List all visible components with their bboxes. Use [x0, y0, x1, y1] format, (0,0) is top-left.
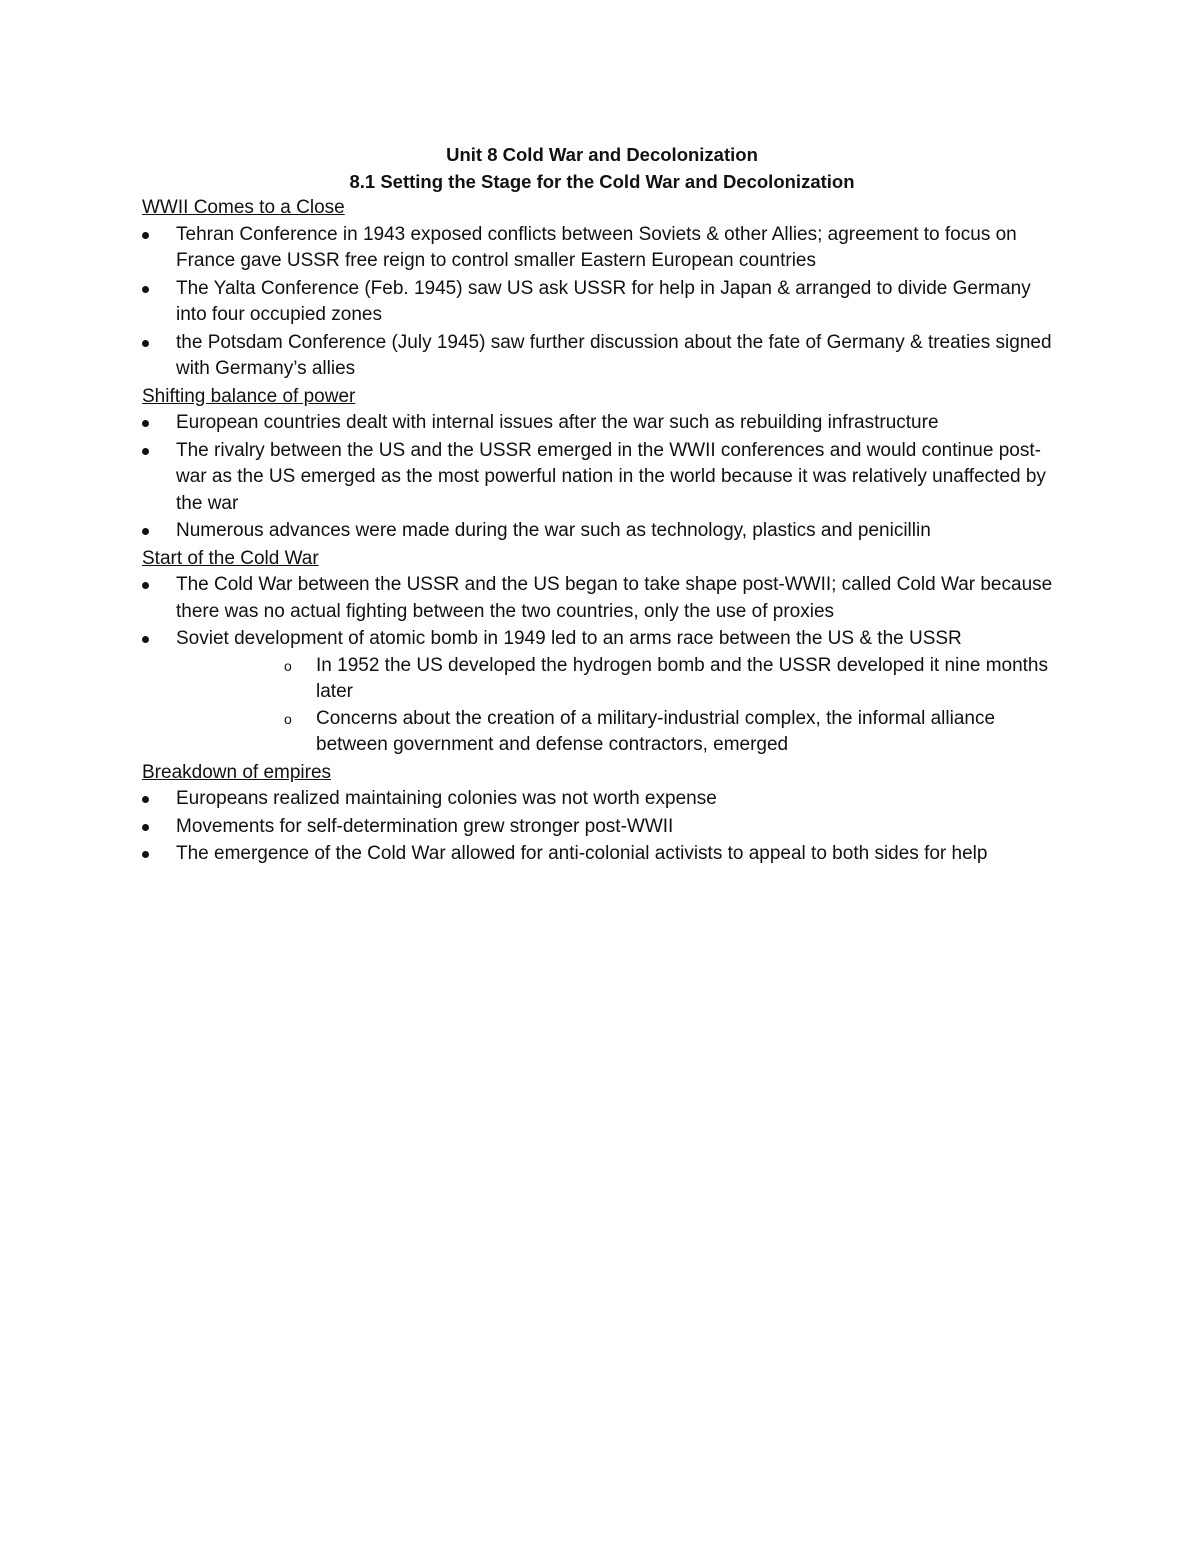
- section-heading: Start of the Cold War: [142, 547, 319, 569]
- sub-list-item: [176, 706, 1062, 759]
- list-item-text: The rivalry between the US and the USSR emerged in the WWII conferences and would continue post-war as the US emerged as the most powerful nation in the world because it was relatively unaffected by the war: [176, 439, 1046, 514]
- list-item-text: The Cold War between the USSR and the US began to take shape post-WWII; called Cold War because there was no actual fighting between the two countries, only the use of proxies: [176, 574, 1053, 622]
- sub-list-item-text: In 1952 the US developed the hydrogen bomb and the USSR developed it nine months later: [316, 654, 1049, 702]
- bullet-icon: [142, 851, 149, 858]
- list-item: [142, 572, 1062, 625]
- bullet-icon: [142, 796, 149, 803]
- list-item-text: Movements for self-determination grew stronger post-WWII: [176, 815, 674, 837]
- list-item-text: Numerous advances were made during the war such as technology, plastics and penicillin: [176, 520, 931, 541]
- list-item-text: The emergence of the Cold War allowed for anti-colonial activists to appeal to both sides for help: [176, 843, 988, 864]
- bullet-icon: [142, 824, 149, 831]
- list-item: [142, 410, 1062, 437]
- list-item: [142, 626, 1062, 759]
- list-item-text: European countries dealt with internal issues after the war such as rebuilding infrastructure: [176, 412, 939, 433]
- list-item: [142, 814, 1062, 841]
- bullet-list: [142, 222, 1062, 383]
- list-item: [142, 841, 1062, 868]
- section-heading: Shifting balance of power: [142, 385, 356, 407]
- section-heading: Breakdown of empires: [142, 761, 332, 783]
- bullet-icon: [142, 582, 149, 589]
- bullet-icon: [142, 420, 149, 427]
- bullet-list: [142, 786, 1062, 868]
- list-item: [142, 518, 1062, 545]
- list-item: [142, 222, 1062, 275]
- list-item-text: Europeans realized maintaining colonies was not worth expense: [176, 788, 717, 809]
- list-item-text: Soviet development of atomic bomb in 1949 led to an arms race between the US & the USSR: [176, 628, 962, 649]
- document-body: [142, 142, 1062, 869]
- list-item-text: the Potsdam Conference (July 1945) saw further discussion about the fate of Germany & treaties signed with Germany’s allies: [176, 331, 1052, 379]
- list-item: [142, 438, 1062, 518]
- circle-bullet-icon: o: [284, 710, 292, 727]
- bullet-icon: [142, 636, 149, 643]
- sub-list-item-text: Concerns about the creation of a military-industrial complex, the informal alliance between government and defense contractors, emerged: [316, 707, 996, 755]
- bullet-icon: [142, 340, 149, 347]
- list-item: [142, 330, 1062, 383]
- sub-list-item: [176, 653, 1062, 706]
- bullet-list: [142, 572, 1062, 759]
- bullet-icon: [142, 528, 149, 535]
- document-subtitle: 8.1 Setting the Stage for the Cold War and Decolonization: [349, 170, 855, 192]
- sections-container: [142, 195, 1062, 868]
- list-item: [142, 276, 1062, 329]
- bullet-icon: [142, 448, 149, 455]
- circle-bullet-icon: o: [284, 657, 292, 674]
- list-item: [142, 786, 1062, 813]
- list-item-text: The Yalta Conference (Feb. 1945) saw US ask USSR for help in Japan & arranged to divide Germany into four occupied zones: [176, 277, 1031, 325]
- bullet-list: [142, 410, 1062, 545]
- bullet-icon: [142, 232, 149, 239]
- document-title: Unit 8 Cold War and Decolonization: [446, 144, 758, 165]
- section-heading: WWII Comes to a Close: [142, 197, 345, 218]
- bullet-icon: [142, 286, 149, 293]
- list-item-text: Tehran Conference in 1943 exposed conflicts between Soviets & other Allies; agreement to focus on France gave USSR free reign to control smaller Eastern European countries: [176, 223, 1017, 271]
- sub-list: [176, 653, 1062, 759]
